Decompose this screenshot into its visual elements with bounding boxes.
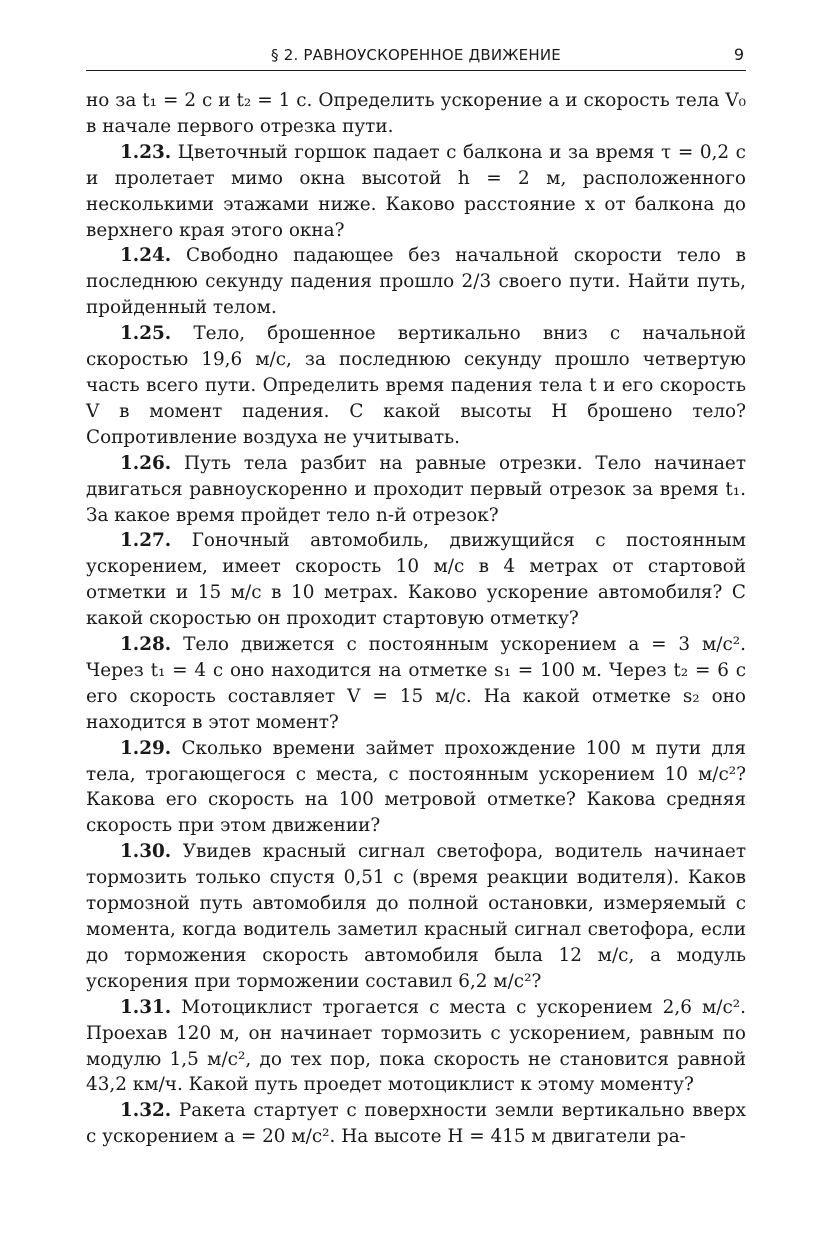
problem-number: 1.29. — [120, 737, 172, 759]
problem-text: Свободно падающее без начальной скорости тело в последнюю секунду падения прошло 2/3 своего пути. Найти путь, пройденный телом. — [86, 245, 746, 319]
problem-text: Цветочный горшок падает с балкона и за время τ = 0,2 с и пролетает мимо окна высотой h = 2 м, расположенного несколькими этажами ниже. Каково расстояние x от балкона до верхнего края этого окна? — [86, 141, 746, 241]
problem-text: Мотоциклист трогается с места с ускорением 2,6 м/с². Проехав 120 м, он начинает тормозить с ускорением, равным по модулю 1,5 м/с², до тех пор, пока скорость не становится равной 43,2 км/ч. Какой путь проедет мотоциклист к этому моменту? — [86, 996, 746, 1096]
problem-number: 1.32. — [120, 1100, 172, 1122]
problem-number: 1.23. — [120, 141, 172, 163]
problem-text: Тело, брошенное вертикально вниз с начальной скоростью 19,6 м/с, за последнюю секунду прошло четвертую часть всего пути. Определить время падения тела t и его скорость V в момент падения. С какой высоты H брошено тело? Сопротивление воздуха не учитывать. — [86, 323, 746, 448]
problem-number: 1.24. — [120, 245, 172, 267]
problem-number: 1.27. — [120, 530, 172, 552]
problem-number: 1.31. — [120, 996, 172, 1018]
problem-1-27 — [86, 528, 746, 632]
continuation-paragraph: но за t₁ = 2 с и t₂ = 1 с. Определить ускорение a и скорость тела V₀ в начале первого отрезка пути. — [86, 90, 746, 137]
problem-1-32 — [86, 1098, 746, 1150]
problem-number: 1.28. — [120, 634, 172, 656]
problem-number: 1.26. — [120, 452, 172, 474]
problem-1-31 — [86, 995, 746, 1099]
problem-1-23 — [86, 140, 746, 244]
page-body — [86, 88, 746, 1150]
problem-1-26 — [86, 451, 746, 529]
problem-text: Увидев красный сигнал светофора, водитель начинает тормозить только спустя 0,51 с (время реакции водителя). Каков тормозной путь автомобиля до полной остановки, измеряемый с момента, когда водитель заметил красный сигнал светофора, если до торможения скорость автомобиля была 12 м/с, а модуль ускорения при торможении составил 6,2 м/с²? — [86, 841, 746, 992]
page-number: 9 — [733, 45, 744, 64]
section-title: § 2. РАВНОУСКОРЕННОЕ ДВИЖЕНИЕ — [271, 46, 561, 64]
problem-text: Сколько времени займет прохождение 100 м пути для тела, трогающегося с места, с постоянным ускорением 10 м/с²? Какова его скорость на 100 метровой отметке? Какова средняя скорость при этом движении? — [86, 737, 746, 837]
problem-text: Гоночный автомобиль, движущийся с постоянным ускорением, имеет скорость 10 м/с в 4 метрах от стартовой отметки и 15 м/с в 10 метрах. Каково ускорение автомобиля? С какой скоростью он проходит стартовую отметку? — [86, 530, 746, 630]
problem-text: Тело движется с постоянным ускорением a = 3 м/с². Через t₁ = 4 с оно находится на отметке s₁ = 100 м. Через t₂ = 6 с его скорость составляет V = 15 м/с. На какой отметке s₂ оно находится в этот момент? — [86, 634, 746, 733]
problem-1-24 — [86, 243, 746, 321]
problem-number: 1.30. — [120, 841, 172, 863]
running-header — [86, 40, 746, 71]
problem-1-29 — [86, 736, 746, 840]
problem-1-30 — [86, 839, 746, 994]
problem-number: 1.25. — [120, 323, 172, 345]
problem-1-25 — [86, 321, 746, 451]
problem-text: Путь тела разбит на равные отрезки. Тело начинает двигаться равноускоренно и проходит первый отрезок за время t₁. За какое время пройдет тело n-й отрезок? — [86, 452, 746, 526]
problem-1-28 — [86, 632, 746, 736]
problem-text: Ракета стартует с поверхности земли вертикально вверх с ускорением a = 20 м/с². На высоте H = 415 м двигатели ра- — [86, 1100, 746, 1148]
